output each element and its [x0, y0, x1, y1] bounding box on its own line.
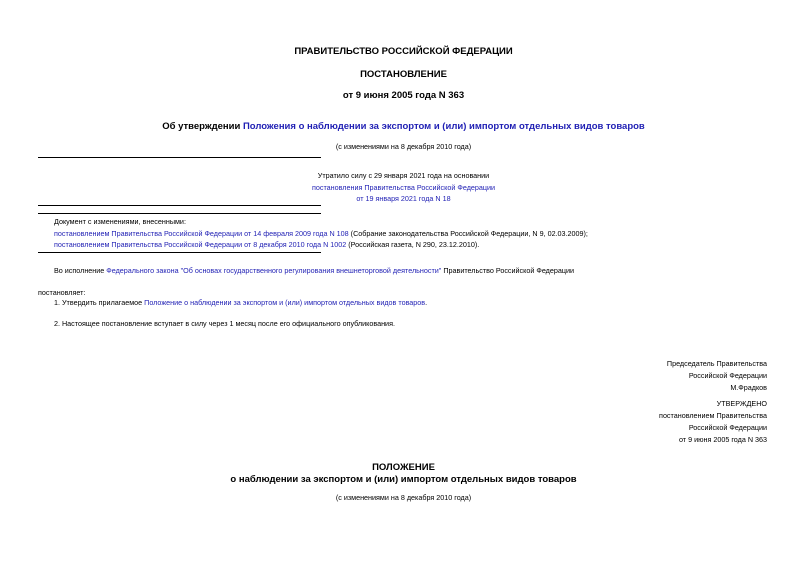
approved-by: постановлением Правительства — [659, 411, 767, 420]
intro-prefix: Во исполнение — [54, 266, 107, 275]
expired-notice-text: Утратило силу с 29 января 2021 года на основании — [317, 171, 490, 180]
regulation-edition-note: (с изменениями на 8 декабря 2010 года) — [335, 493, 472, 502]
regulation-title: ПОЛОЖЕНИЕ — [372, 462, 435, 473]
signature-country: Российской Федерации — [688, 371, 767, 380]
expired-notice — [0, 170, 807, 205]
federal-law-link[interactable]: Федерального закона "Об основах государственного регулирования внешнеторговой деятельности" — [106, 266, 442, 275]
divider-line — [38, 157, 321, 158]
document-title-link[interactable]: Положения о наблюдении за экспортом и (или) импортом отдельных видов товаров — [242, 121, 645, 132]
regulation-subtitle: о наблюдении за экспортом и (или) импортом отдельных видов товаров — [230, 474, 577, 485]
edition-note: (с изменениями на 8 декабря 2010 года) — [335, 142, 472, 151]
resolves-text: постановляет: — [38, 288, 86, 297]
amendment-source: (Собрание законодательства Российской Федерации, N 9, 02.03.2009); — [348, 228, 588, 238]
document-date-number: от 9 июня 2005 года N 363 — [342, 90, 465, 101]
approved-country: Российской Федерации — [688, 423, 767, 432]
regulation-link[interactable]: Положение о наблюдении за экспортом и (или) импортом отдельных видов товаров — [144, 298, 426, 307]
approved-block — [659, 398, 767, 446]
signature-name: М.Фрадков — [730, 383, 767, 392]
divider-line — [38, 252, 321, 253]
document-type: ПОСТАНОВЛЕНИЕ — [360, 69, 447, 80]
amendment-item — [54, 239, 588, 251]
intro-suffix: Правительство Российской Федерации — [441, 266, 575, 275]
document-title-prefix: Об утверждении — [162, 121, 243, 132]
paragraph-2: 2. Настоящее постановление вступает в силу через 1 месяц после его официального опубликования. — [54, 319, 395, 328]
divider-line — [38, 205, 321, 206]
signature-block — [667, 358, 767, 394]
amendment-item — [54, 228, 588, 240]
approved-heading: УТВЕРЖДЕНО — [716, 399, 767, 408]
expired-basis-date-link[interactable]: от 19 января 2021 года N 18 — [356, 194, 451, 203]
approved-date: от 9 июня 2005 года N 363 — [678, 435, 767, 444]
government-name: ПРАВИТЕЛЬСТВО РОССИЙСКОЙ ФЕДЕРАЦИИ — [294, 46, 513, 57]
intro-paragraph — [54, 266, 574, 275]
amendments-block — [54, 216, 588, 251]
amendment-source: (Российская газета, N 290, 23.12.2010). — [346, 240, 480, 249]
paragraph-1 — [54, 298, 427, 307]
paragraph-1-suffix: . — [425, 298, 428, 307]
amendments-intro: Документ с изменениями, внесенными: — [54, 217, 186, 226]
paragraph-1-prefix: 1. Утвердить прилагаемое — [54, 298, 145, 307]
amendment-link[interactable]: постановлением Правительства Российской Федерации от 8 декабря 2010 года N 1002 — [54, 240, 347, 249]
signature-title: Председатель Правительства — [666, 359, 767, 368]
document-title — [0, 121, 807, 132]
amendment-link[interactable]: постановлением Правительства Российской Федерации от 14 февраля 2009 года N 108 — [54, 228, 349, 238]
expired-basis-link[interactable]: постановления Правительства Российской Федерации — [311, 182, 496, 192]
divider-line — [38, 213, 321, 214]
